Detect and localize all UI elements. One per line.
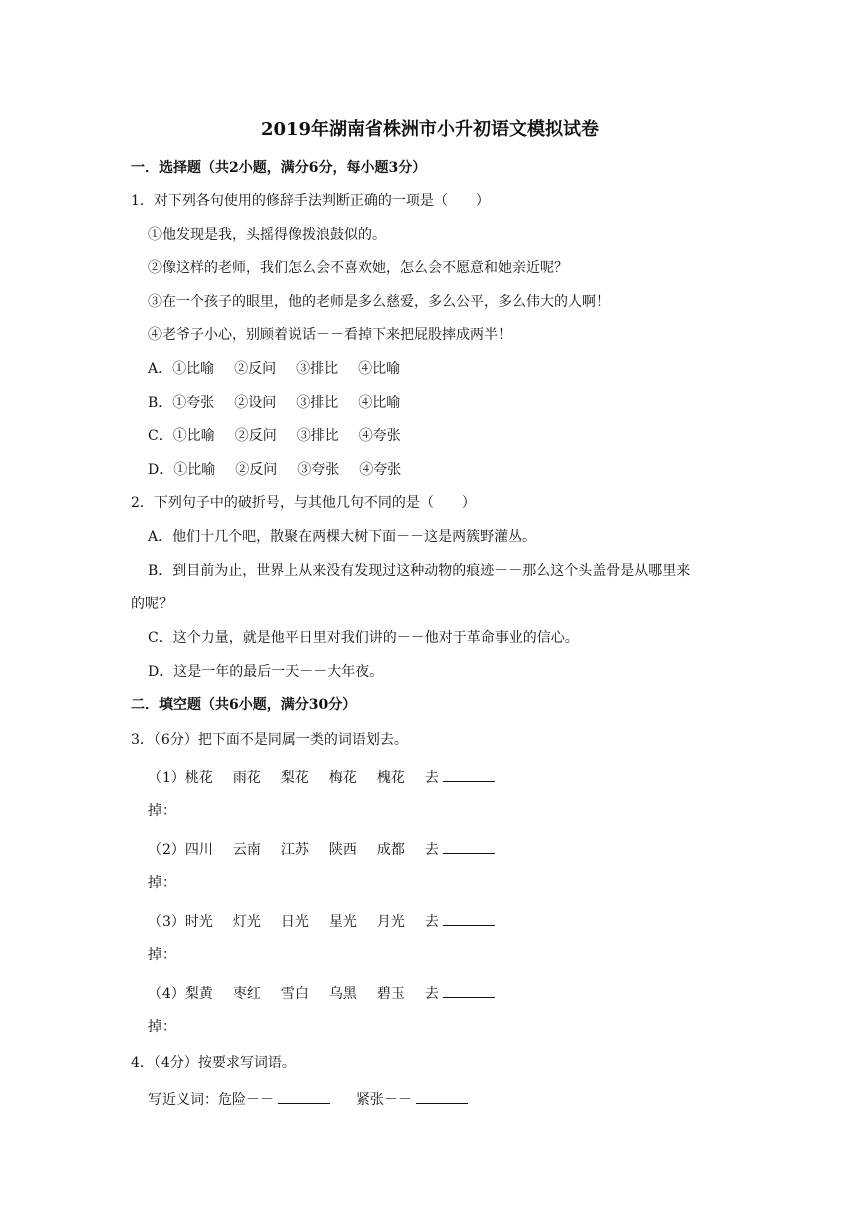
option-part: ④比喻 [358,361,401,377]
question-1-stem: 1．对下列各句使用的修辞手法判断正确的一项是（ ） [131,193,490,209]
q2-option-b-continued: 的呢？ [131,596,173,612]
word: 灯光 [232,914,261,930]
item-number: （2） [148,842,185,858]
q3-item-2 [148,839,495,860]
item-number: （3） [148,914,185,930]
q1-option-b[interactable] [148,393,400,413]
qu-label: 去 [424,986,439,1002]
answer-blank[interactable] [443,839,495,854]
question-3-stem: 3．（6分）把下面不是同属一类的词语划去。 [131,732,408,748]
section-fill-heading: 二．填空题（共6小题，满分30分） [131,697,357,713]
word: 枣红 [232,986,261,1002]
q3-item-2-diao: 掉： [148,875,176,891]
q1-option-c[interactable] [148,426,401,446]
word: 云南 [232,842,261,858]
synonym-word: 危险－－ [218,1092,274,1108]
answer-blank[interactable] [278,1089,330,1104]
word: 乌黑 [328,986,357,1002]
q2-option-d[interactable]: D．这是一年的最后一天－－大年夜。 [148,664,384,680]
item-number: （4） [148,986,185,1002]
q1-sentence-3: ③在一个孩子的眼里，他的老师是多么慈爱，多么公平，多么伟大的人啊！ [148,294,610,310]
word: 四川 [184,842,213,858]
q3-item-1 [148,767,495,788]
q1-option-a[interactable] [148,359,400,379]
q3-item-3-diao: 掉： [148,947,176,963]
q2-option-c[interactable]: C．这个力量，就是他平日里对我们讲的－－他对于革命事业的信心。 [148,630,579,646]
word: 槐花 [376,770,405,786]
q1-option-d[interactable] [148,460,401,480]
qu-label: 去 [424,914,439,930]
option-part: ③排比 [296,395,339,411]
answer-blank[interactable] [443,911,495,926]
q3-item-4 [148,983,495,1004]
option-letter: C． [148,428,173,444]
question-4-stem: 4．（4分）按要求写词语。 [131,1055,296,1071]
synonym-word: 紧张－－ [356,1092,412,1108]
synonym-label: 写近义词： [148,1092,218,1108]
option-letter: D． [148,462,174,478]
page-title: 2019年湖南省株洲市小升初语文模拟试卷 [260,119,600,140]
word: 江苏 [280,842,309,858]
option-part: ③排比 [296,361,339,377]
word: 雪白 [280,986,309,1002]
q3-item-4-diao: 掉： [148,1019,176,1035]
word: 雨花 [232,770,261,786]
q2-option-b[interactable]: B．到目前为止，世界上从来没有发现过这种动物的痕迹－－那么这个头盖骨是从哪里来 [148,563,691,579]
q3-item-1-diao: 掉： [148,803,176,819]
option-part: ④夸张 [359,462,402,478]
q4-synonym-row [148,1089,468,1110]
word: 陕西 [328,842,357,858]
option-part: ①比喻 [172,361,215,377]
option-part: ①夸张 [172,395,215,411]
question-2-stem: 2．下列句子中的破折号，与其他几句不同的是（ ） [131,495,476,511]
option-part: ②反问 [235,462,278,478]
word: 星光 [328,914,357,930]
word: 日光 [280,914,309,930]
q1-sentence-2: ②像这样的老师，我们怎么会不喜欢她，怎么会不愿意和她亲近呢？ [148,260,568,276]
word: 时光 [184,914,213,930]
qu-label: 去 [424,842,439,858]
word: 碧玉 [376,986,405,1002]
word: 梨黄 [184,986,213,1002]
word: 月光 [376,914,405,930]
qu-label: 去 [424,770,439,786]
option-part: ①比喻 [173,462,216,478]
answer-blank[interactable] [443,983,495,998]
word: 梨花 [280,770,309,786]
option-letter: B． [148,395,173,411]
q3-item-3 [148,911,495,932]
word: 桃花 [184,770,213,786]
option-part: ③夸张 [297,462,340,478]
q2-option-a[interactable]: A．他们十几个吧，散聚在两棵大树下面－－这是两簇野灌丛。 [148,529,537,545]
answer-blank[interactable] [443,767,495,782]
answer-blank[interactable] [416,1089,468,1104]
option-part: ②反问 [234,361,277,377]
q1-sentence-4: ④老爷子小心，别顾着说话－－看掉下来把屁股摔成两半！ [148,327,512,343]
option-part: ①比喻 [172,428,215,444]
option-part: ④夸张 [358,428,401,444]
option-part: ③排比 [296,428,339,444]
q1-sentence-1: ①他发现是我，头摇得像拨浪鼓似的。 [148,227,386,243]
option-part: ②反问 [234,428,277,444]
word: 成都 [376,842,405,858]
option-letter: A． [148,361,173,377]
option-part: ④比喻 [358,395,401,411]
word: 梅花 [328,770,357,786]
item-number: （1） [148,770,185,786]
section-choice-heading: 一．选择题（共2小题，满分6分，每小题3分） [131,160,427,176]
option-part: ②设问 [234,395,277,411]
